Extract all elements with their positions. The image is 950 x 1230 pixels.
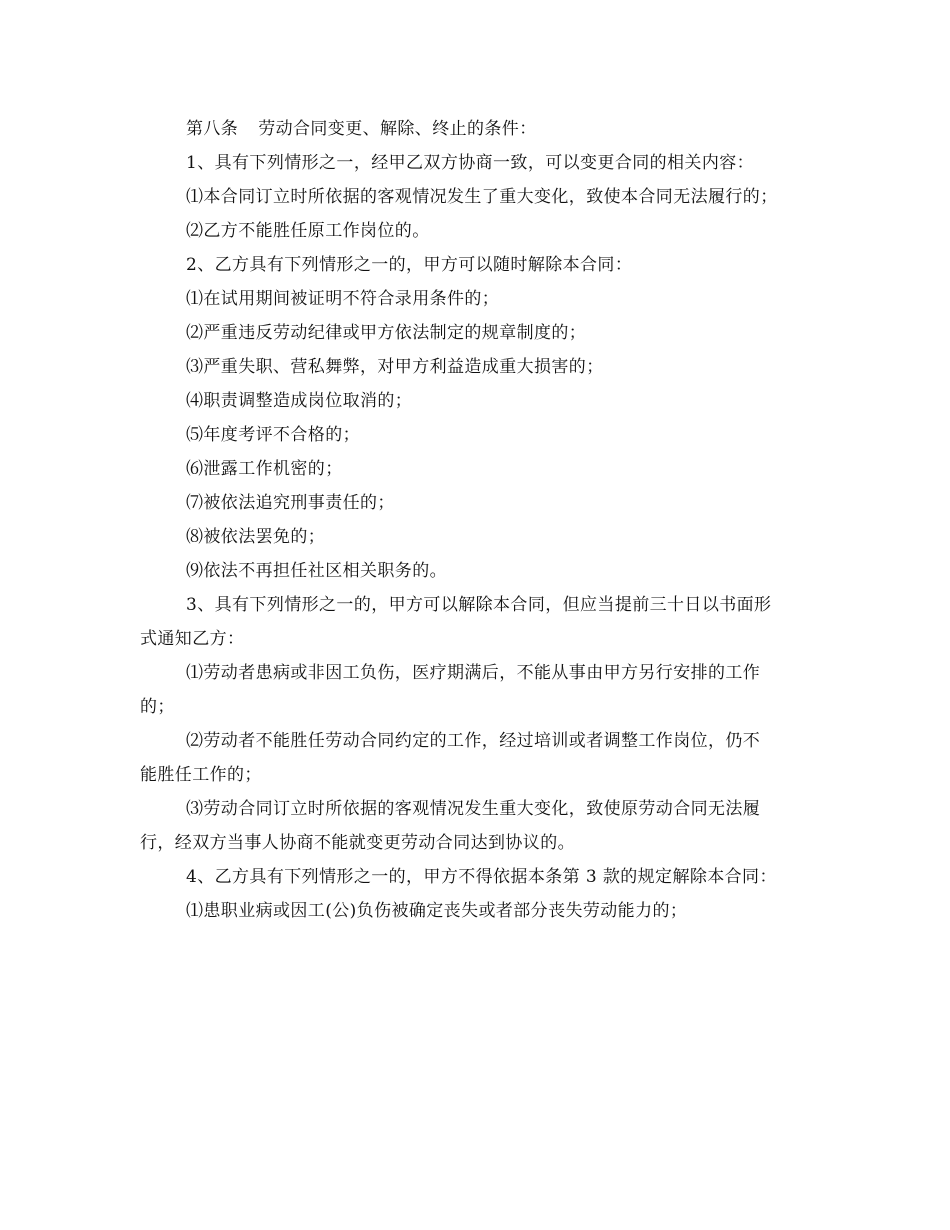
clause-1-intro: 1、具有下列情形之一，经甲乙双方协商一致，可以变更合同的相关内容： [186,153,755,173]
clause-4-item-1: ⑴患职业病或因工(公)负伤被确定丧失或者部分丧失劳动能力的； [186,901,688,921]
clause-3-item-1-cont: 的； [140,697,175,717]
clause-3-item-2: ⑵劳动者不能胜任劳动合同约定的工作，经过培训或者调整工作岗位，仍不 [186,731,761,751]
clause-3-item-3: ⑶劳动合同订立时所依据的客观情况发生重大变化，致使原劳动合同无法履 [186,799,761,819]
clause-2-item-2: ⑵严重违反劳动纪律或甲方依法制定的规章制度的； [186,323,587,343]
article-title: 劳动合同变更、解除、终止的条件： [258,119,537,139]
clause-3-intro-cont: 式通知乙方： [140,629,245,649]
clause-3-item-3-cont: 行，经双方当事人协商不能就变更劳动合同达到协议的。 [140,833,575,853]
clause-3-item-2-cont: 能胜任工作的； [140,765,262,785]
clause-2-item-9: ⑼依法不再担任社区相关职务的。 [186,561,447,581]
clause-1-item-1: ⑴本合同订立时所依据的客观情况发生了重大变化，致使本合同无法履行的； [186,187,778,207]
clause-2-intro: 2、乙方具有下列情形之一的，甲方可以随时解除本合同： [186,255,633,275]
article-number: 第八条 [186,119,239,139]
clause-2-item-7: ⑺被依法追究刑事责任的； [186,493,395,513]
clause-2-item-8: ⑻被依法罢免的； [186,527,326,547]
clause-2-item-1: ⑴在试用期间被证明不符合录用条件的； [186,289,500,309]
clause-2-item-6: ⑹泄露工作机密的； [186,459,343,479]
clause-3-intro: 3、具有下列情形之一的，甲方可以解除本合同，但应当提前三十日以书面形 [186,595,772,615]
clause-3-item-1: ⑴劳动者患病或非因工负伤，医疗期满后，不能从事由甲方另行安排的工作 [186,663,761,683]
clause-4-intro: 4、乙方具有下列情形之一的，甲方不得依据本条第 3 款的规定解除本合同： [186,867,777,887]
clause-2-item-5: ⑸年度考评不合格的； [186,425,360,445]
clause-2-item-3: ⑶严重失职、营私舞弊，对甲方利益造成重大损害的； [186,357,604,377]
article-heading-line [186,119,537,139]
clause-1-item-2: ⑵乙方不能胜任原工作岗位的。 [186,221,430,241]
clause-2-item-4: ⑷职责调整造成岗位取消的； [186,391,413,411]
